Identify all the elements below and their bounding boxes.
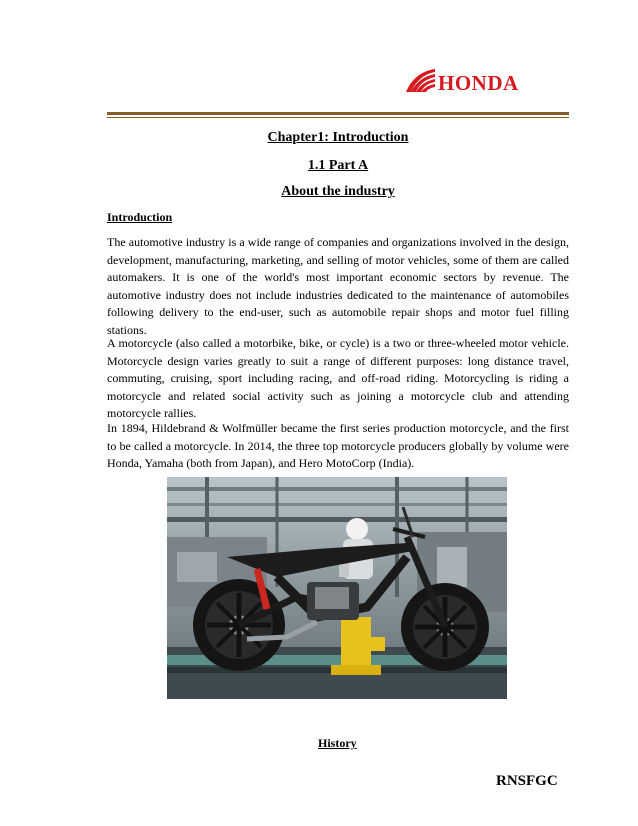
honda-logo: [404, 68, 554, 96]
topic-title: About the industry: [281, 184, 395, 199]
honda-wing-icon: [404, 68, 436, 94]
motorcycle-assembly-photo: [167, 477, 507, 699]
paragraph-history-brief: In 1894, Hildebrand & Wolfmüller became the first series production motorcycle, and the first to be called a motorcycle. In 2014, the three top motorcycle producers globally by volume were Honda, Yamaha (both from Japan), and Hero MotoCorp (India).: [107, 421, 569, 471]
introduction-heading: Introduction: [107, 210, 173, 224]
part-title: 1.1 Part A: [307, 158, 369, 173]
header-rule-thin: [107, 117, 569, 118]
paragraph-motorcycle: A motorcycle (also called a motorbike, bike, or cycle) is a two or three-wheeled motor vehicle. Motorcycle design varies greatly to suit a range of different purposes: long distance travel, commuting, cruising, sport including racing, and off-road riding. Motorcycling is riding a motorcycle and related social activity such as joining a motorcycle club and attending motorcycle rallies.: [107, 336, 569, 421]
chapter-title: Chapter1: Introduction: [267, 130, 409, 145]
paragraph-automotive: The automotive industry is a wide range of companies and organizations involved in the design, development, manufacturing, marketing, and selling of motor vehicles, some of them are called automakers. It is one of the world's most important economic sectors by revenue. The automotive industry does not include industries dedicated to the maintenance of automobiles following delivery to the end-user, such as automobile repair shops and motor fuel filling stations.: [107, 235, 569, 337]
header-rule-thick: [107, 112, 569, 115]
history-heading: History: [318, 736, 357, 750]
footer-label: RNSFGC: [496, 773, 558, 789]
honda-wordmark: HONDA: [438, 71, 519, 95]
